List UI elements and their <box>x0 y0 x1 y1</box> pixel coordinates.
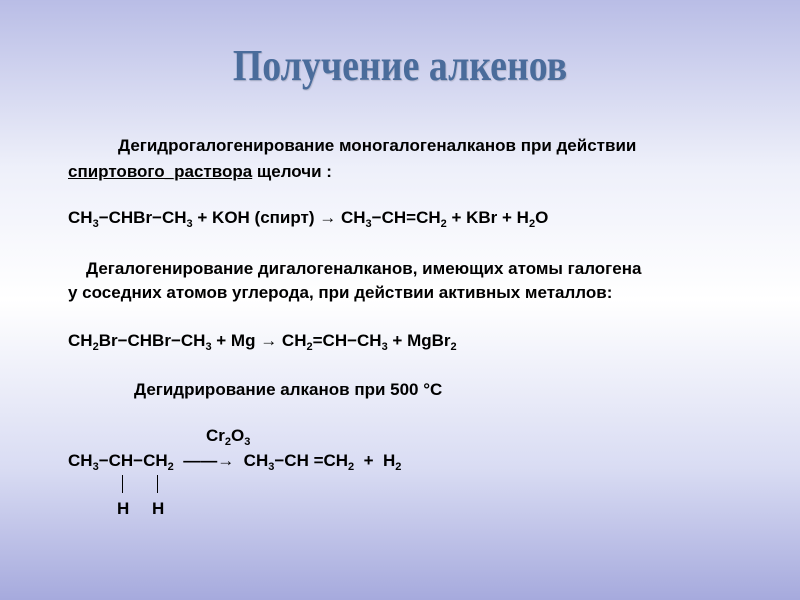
underlined-term: спиртового_раствора <box>68 162 253 181</box>
eq1-subscript: 3 <box>365 218 372 230</box>
bond-line <box>122 475 123 493</box>
section1-line2-rest: щелочи : <box>252 162 332 181</box>
eq3-part: CH <box>68 451 93 470</box>
eq3-subscript: 2 <box>395 461 402 473</box>
section2-line2: у соседних атомов углерода, при действии активных металлов: <box>68 283 613 302</box>
eq1-subscript: 3 <box>186 218 193 230</box>
eq1-part: + KOH (спирт) → CH <box>192 208 366 227</box>
eq1-part: + KBr + H <box>446 208 529 227</box>
eq3-subscript: 2 <box>348 461 355 473</box>
eq1-part: O <box>535 208 549 227</box>
eq2-subscript: 2 <box>450 341 457 353</box>
eq2-subscript: 3 <box>205 341 212 353</box>
equation-2 <box>68 331 457 351</box>
eq1-part: −CH=CH <box>371 208 441 227</box>
eq3-part: ——→ CH <box>173 451 269 470</box>
eq3-subscript: 2 <box>167 461 174 473</box>
eq2-part: Br−CHBr−CH <box>98 331 206 350</box>
hydrogen-atom: H <box>117 499 130 518</box>
eq1-part: CH <box>68 208 93 227</box>
slide-title: Получение алкенов <box>232 41 568 90</box>
eq1-subscript: 2 <box>528 218 536 230</box>
eq2-subscript: 2 <box>92 341 99 353</box>
eq3-subscript: 3 <box>92 461 99 473</box>
catalyst-label <box>206 426 250 446</box>
catalyst-subscript: 3 <box>244 436 251 448</box>
eq3-part: −CH−CH <box>98 451 168 470</box>
catalyst-subscript: 2 <box>224 436 232 448</box>
eq2-part: + MgBr <box>387 331 451 350</box>
section2-line1: Дегалогенирование дигалогеналканов, имеющих атомы галогена <box>86 259 642 278</box>
eq2-part: =CH−CH <box>312 331 382 350</box>
eq2-part: CH <box>68 331 93 350</box>
eq3-subscript: 3 <box>268 461 275 473</box>
eq1-subscript: 3 <box>92 218 99 230</box>
hydrogen-atom: H <box>152 499 165 518</box>
section1-line2 <box>68 162 332 182</box>
section3-line1: Дегидрирование алканов при 500 °С <box>134 380 443 399</box>
eq3-part: −CH =CH <box>274 451 349 470</box>
bond-line <box>157 475 158 493</box>
eq2-subscript: 2 <box>306 341 313 353</box>
catalyst-part: Cr <box>206 426 225 445</box>
section1-line1: Дегидрогалогенирование моногалогеналканов при действии <box>118 136 637 155</box>
equation-3 <box>68 451 401 471</box>
eq1-subscript: 2 <box>440 218 447 230</box>
eq3-part: + H <box>354 451 396 470</box>
eq2-part: + Mg → CH <box>211 331 307 350</box>
eq1-part: −CHBr−CH <box>98 208 187 227</box>
eq2-subscript: 3 <box>381 341 388 353</box>
catalyst-part: O <box>231 426 245 445</box>
equation-1 <box>68 208 548 228</box>
